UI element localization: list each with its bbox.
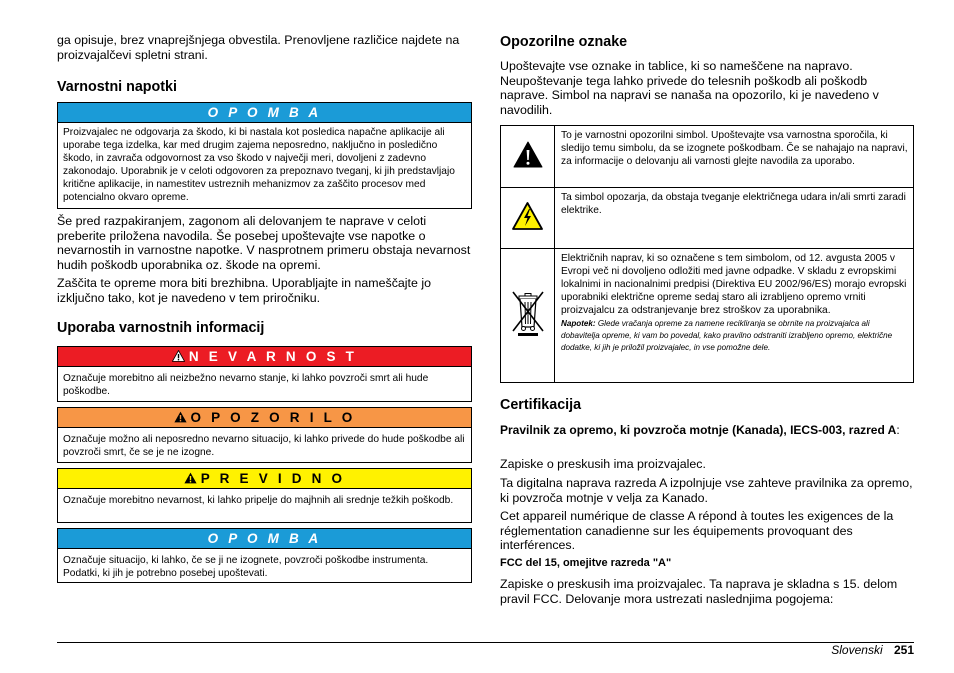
read-manual-paragraph: Še pred razpakiranjem, zagonom ali delovanjem te naprave v celoti preberite priložena navodila. Še posebej upoštevajte vse napotke o nevarnostih in varnostne napotke. V nasprotnem primeru obstaja nevarnost hudih poškodb uporabnika oz. škode na opremi. [57, 214, 471, 272]
warning-header [58, 408, 471, 428]
canada-title [500, 423, 914, 438]
canada-paragraph-3: Cet appareil numérique de classe A répond à toutes les exigences de la réglementation canadienne sur les équipements provoquant des interférences. [500, 509, 894, 553]
note-label: O P O M B A [58, 103, 471, 123]
danger-box [57, 346, 472, 402]
symbol-cell [501, 188, 555, 249]
caution-label: P R E V I D N O [200, 471, 346, 486]
weee-note-text: Glede vračanja opreme za namene recikliranja se obrnite na proizvajalca ali dobavitelja opreme, ki vam bo povedal, kako pravilno odstraniti izrabljeno opremo, električne dodatke, ki jih je priložil proizvajalec, in vse pomožne dele. [561, 318, 893, 352]
symbol-cell [501, 249, 555, 383]
intro-paragraph: ga opisuje, brez vnaprejšnjega obvestila. Prenovljene različice najdete na proizvajalčevi spletni strani. [57, 33, 460, 62]
protection-paragraph: Zaščita te opreme mora biti brezhibna. Uporabljajte in nameščajte jo izključno tako, kot je navedeno v tem priročniku. [57, 276, 431, 305]
weee-note-label: Napotek: [561, 318, 596, 328]
symbol-cell [501, 126, 555, 188]
page-number: 251 [893, 643, 914, 657]
note-text: Označuje situacijo, ki lahko, če se ji ne izognete, povzroči poškodbe instrumenta. Podatki, ki jih je potrebno posebej upoštevati. [63, 555, 429, 579]
symbol-description: To je varnostni opozorilni simbol. Upoštevajte vsa varnostna sporočila, ki sledijo temu simbolu, da se izognete poškodbam. Če se nahajajo na napravi, za informacije o delovanju ali varnosti glejte navodila za uporabo. [555, 126, 914, 188]
danger-label: N E V A R N O S T [188, 349, 358, 364]
warning-text: Označuje možno ali neposredno nevarno situacijo, ki lahko privede do hude poškodbe ali povzroči smrt, če se je ne izogne. [63, 434, 465, 458]
labels-paragraph: Upoštevajte vse oznake in tablice, ki so nameščene na napravo. Neupoštevanje tega lahko privede do telesnih poškodb ali poškodb naprave. Simbol na napravi se nanaša na opozorilo, ki je navedeno v navodilih. [500, 59, 879, 117]
weee-note [561, 318, 908, 354]
canada-paragraph-2: Ta digitalna naprava razreda A izpolnjuje vse zahteve pravilnika za opremo, ki povzroča motnje v velja za Kanado. [500, 476, 913, 505]
page-footer [831, 643, 914, 657]
warning-triangle-icon [172, 350, 185, 362]
cert-heading: Certifikacija [500, 397, 582, 413]
note-text: Proizvajalec ne odgovarja za škodo, ki bi nastala kot posledica napačne aplikacije ali uporabe tega izdelka, kar med drugim zajema neposredno, naključno in posledično škodo, in zavrača odgovornost za vso škodo v največji meri, dovoljeni z zadevno zakonodajo. Uporabnik je v celoti odgovoren za prepoznavo tveganj, ki jih predstavljajo kritične aplikacije, in namestitev ustreznih mehanizmov za zaščito procesov med potencialno okvaro opreme. [63, 127, 455, 203]
fcc-title: FCC del 15, omejitve razreda "A" [500, 557, 672, 569]
fcc-paragraph: Zapiske o preskusih ima proizvajalec. Ta naprava je skladna s 15. delom pravil FCC. Delovanje mora ustrezati naslednjima pogojema: [500, 577, 898, 606]
warning-triangle-icon [184, 472, 197, 484]
weee-text: Električnih naprav, ki so označene s tem simbolom, od 12. avgusta 2005 v Evropi več ni dovoljeno odložiti med javne odpadke. V skladu z evropskimi lokalnimi in nacionalnimi predpisi (Direktiva EU 2002/96/ES) morajo evropski uporabniki električne opreme sedaj staro ali izrabljeno opremo vrniti proizvajalcu za odstranjevanje brez stroškov za uporabnika. [561, 253, 907, 316]
table-row [501, 126, 914, 188]
symbol-description: Ta simbol opozarja, da obstaja tveganje električnega udara in/ali smrti zaradi elektrike. [555, 188, 914, 249]
footer-divider [57, 642, 914, 643]
footer-language: Slovenski [831, 643, 883, 657]
warning-box [57, 407, 472, 463]
table-row [501, 249, 914, 383]
danger-text: Označuje morebitno ali neizbežno nevarno stanje, ki lahko povzroči smrt ali hude poškodbe. [63, 373, 429, 397]
canada-paragraph-1: Zapiske o preskusih ima proizvajalec. [500, 457, 706, 471]
symbol-description [555, 249, 914, 383]
caution-text: Označuje morebitno nevarnost, ki lahko pripelje do majhnih ali srednje težkih poškodb. [63, 495, 454, 506]
table-row [501, 188, 914, 249]
caution-box [57, 468, 472, 523]
canada-title-text: Pravilnik za opremo, ki povzroča motnje (Kanada), IECS-003, razred A [500, 423, 897, 437]
electrical-shock-icon [512, 202, 543, 230]
safety-heading: Varnostni napotki [57, 79, 177, 95]
info-heading: Uporaba varnostnih informacij [57, 320, 265, 336]
warning-label: O P O Z O R I L O [190, 410, 356, 425]
danger-header [58, 347, 471, 367]
note-box-disclaimer [57, 102, 472, 209]
note-label: O P O M B A [58, 529, 471, 549]
crossed-bin-icon [510, 289, 546, 337]
warning-triangle-icon [174, 411, 187, 423]
note-box-instrument [57, 528, 472, 583]
warning-triangle-icon [513, 141, 543, 168]
caution-header [58, 469, 471, 489]
canada-title-colon: : [896, 423, 900, 437]
symbols-table [500, 125, 914, 383]
labels-heading: Opozorilne oznake [500, 34, 628, 50]
